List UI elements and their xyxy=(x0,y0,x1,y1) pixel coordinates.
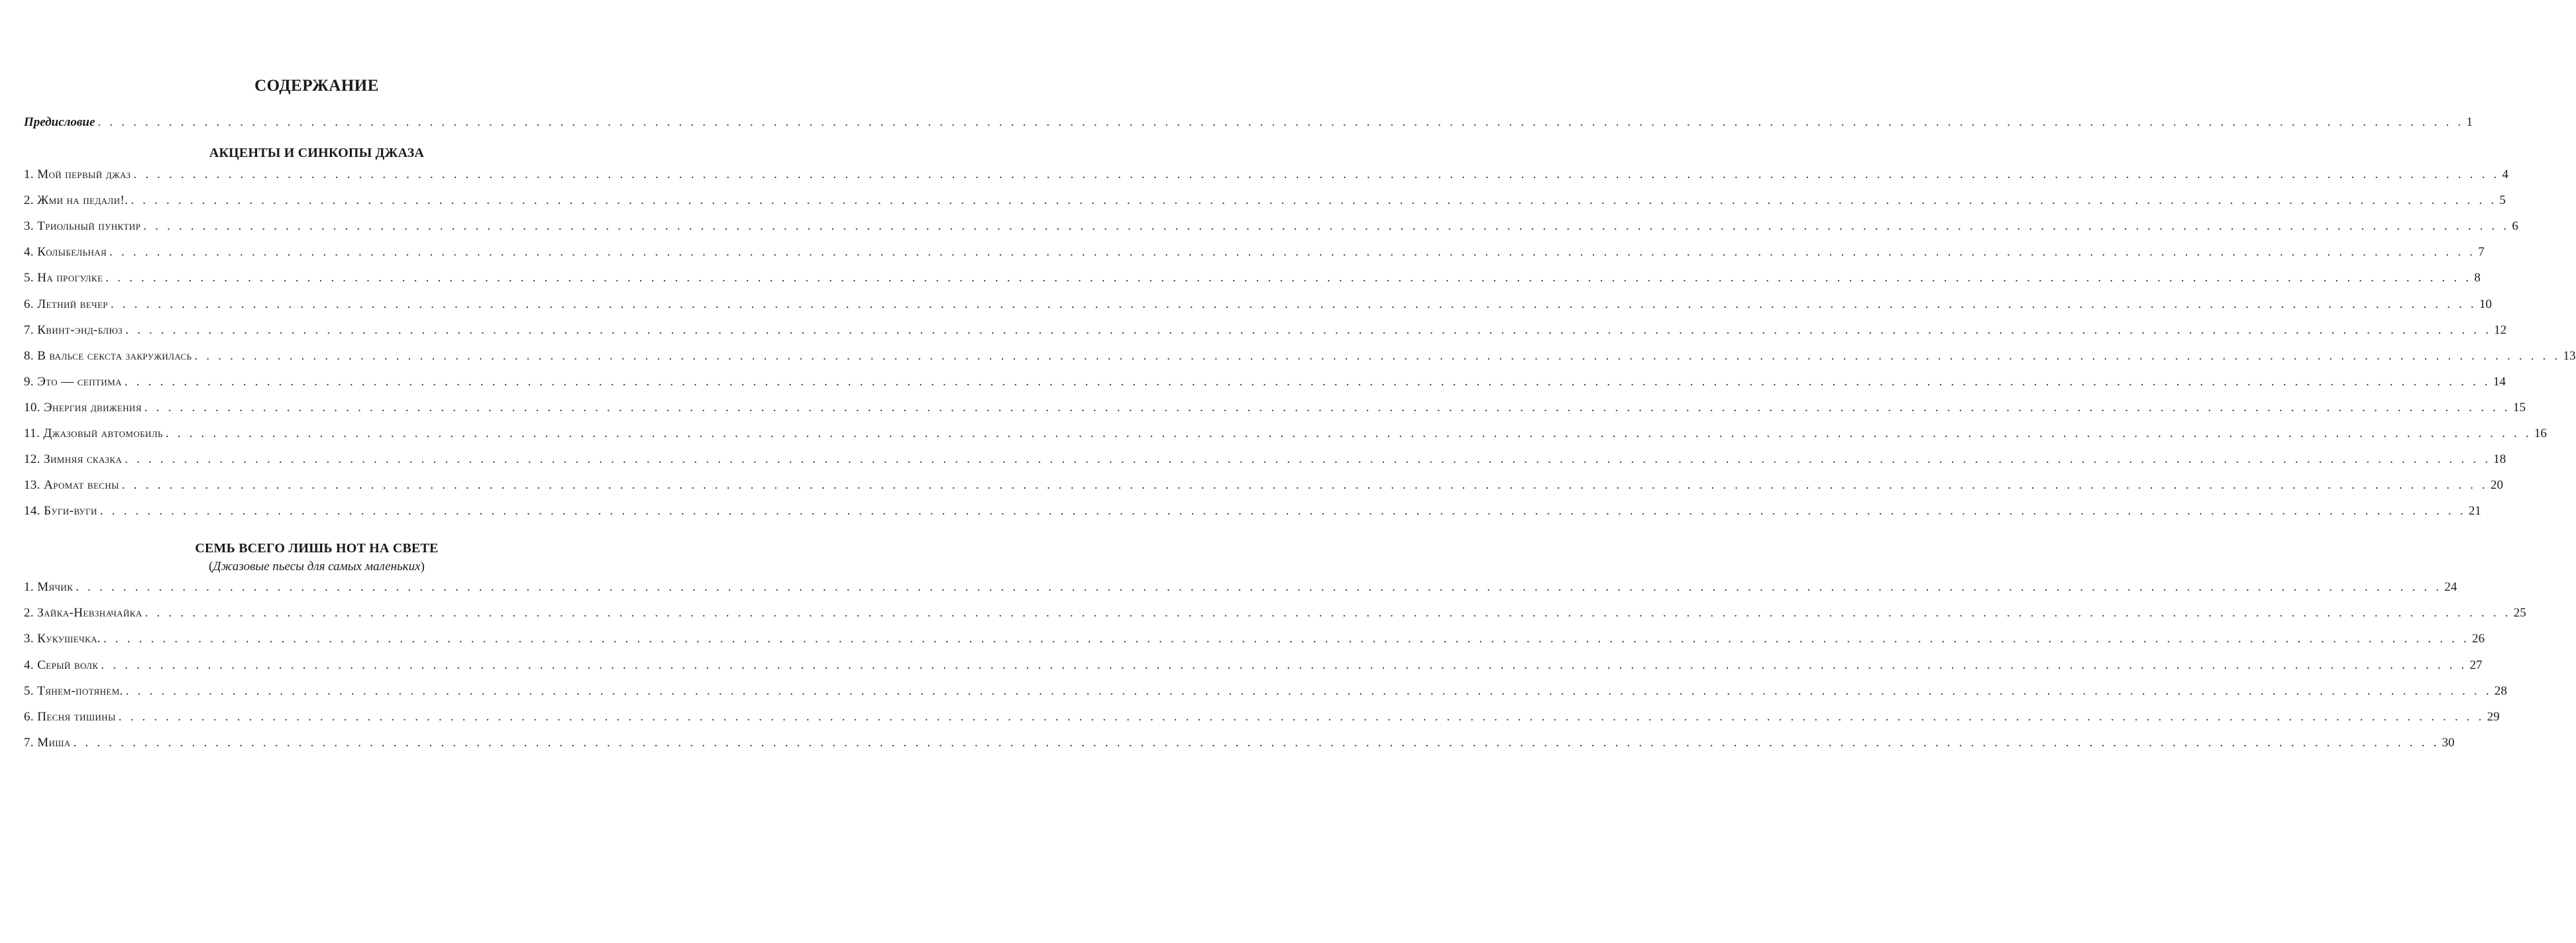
section-title: АКЦЕНТЫ И СИНКОПЫ ДЖАЗА xyxy=(209,146,425,160)
toc-entry-title: 8. В вальсе секста закружилась xyxy=(24,348,192,363)
leader-dots: . . . . . . . . . . . . . . . . . . . . . . . . . . . . . . . . . . . . . . . . . . . . . . . . . . . . . . . . . . . . . . . . . . . . . . . . . . . . . . . . . . . . . . . . . . . . . . . . . . . . . . . . . . . . . . . . . . . . . . . . . . . . . . . . . . . . . . . . . . . . . . . . . . . . . . . . . . . . . . . . . . . . . . . . . . . . . . . . . . . . . . . . . . . . . . . . . . . . . . . . xyxy=(125,683,2492,698)
toc-entry xyxy=(24,399,2526,417)
toc-entry-title: 11. Джазовый автомобиль xyxy=(24,426,163,440)
toc-entry-page: 20 xyxy=(2490,478,2503,493)
toc-entry xyxy=(24,166,2508,183)
toc-entry-title: 13. Аромат весны xyxy=(24,478,119,493)
toc-entry-title: 7. Квинт-энд-блюз xyxy=(24,323,123,337)
toc-entry xyxy=(24,709,2500,726)
toc-entry xyxy=(24,192,2506,209)
toc-entry-page: 1 xyxy=(2466,115,2473,129)
toc-entry xyxy=(24,477,2503,494)
leader-dots: . . . . . . . . . . . . . . . . . . . . . . . . . . . . . . . . . . . . . . . . . . . . . . . . . . . . . . . . . . . . . . . . . . . . . . . . . . . . . . . . . . . . . . . . . . . . . . . . . . . . . . . . . . . . . . . . . . . . . . . . . . . . . . . . . . . . . . . . . . . . . . . . . . . . . . . . . . . . . . . . . . . . . . . . . . . . . . . . . . . . . . . . . . . . . . . . . . . . . . . . xyxy=(103,632,2470,646)
page-title: СОДЕРЖАНИЕ xyxy=(254,77,379,95)
leader-dots: . . . . . . . . . . . . . . . . . . . . . . . . . . . . . . . . . . . . . . . . . . . . . . . . . . . . . . . . . . . . . . . . . . . . . . . . . . . . . . . . . . . . . . . . . . . . . . . . . . . . . . . . . . . . . . . . . . . . . . . . . . . . . . . . . . . . . . . . . . . . . . . . . . . . . . . . . . . . . . . . . . . . . . . . . . . . . . . . . . . . . . . . . . . . . . . . . . . . . . . . xyxy=(133,168,2500,181)
toc-entry-title: 1. Мой первый джаз xyxy=(24,168,131,181)
toc-entry-title: 5. Тянем-потянем. xyxy=(24,683,123,698)
toc-entry-page: 14 xyxy=(2493,374,2506,389)
toc-entry-page: 8 xyxy=(2474,271,2481,285)
toc-entry-page: 4 xyxy=(2502,168,2508,181)
toc-entry-title: 10. Энергия движения xyxy=(24,400,142,415)
toc-entry xyxy=(24,322,2507,339)
leader-dots: . . . . . . . . . . . . . . . . . . . . . . . . . . . . . . . . . . . . . . . . . . . . . . . . . . . . . . . . . . . . . . . . . . . . . . . . . . . . . . . . . . . . . . . . . . . . . . . . . . . . . . . . . . . . . . . . . . . . . . . . . . . . . . . . . . . . . . . . . . . . . . . . . . . . . . . . . . . . . . . . . . . . . . . . . . . . . . . . . . . . . . . . . . . . . . . . . . . . . . . . xyxy=(125,452,2491,467)
toc-entry xyxy=(24,683,2507,700)
subtitle-text: Джазовые пьесы для самых маленьких xyxy=(213,560,421,573)
toc-entry-page: 5 xyxy=(2499,193,2506,208)
leader-dots: . . . . . . . . . . . . . . . . . . . . . . . . . . . . . . . . . . . . . . . . . . . . . . . . . . . . . . . . . . . . . . . . . . . . . . . . . . . . . . . . . . . . . . . . . . . . . . . . . . . . . . . . . . . . . . . . . . . . . . . . . . . . . . . . . . . . . . . . . . . . . . . . . . . . . . . . . . . . . . . . . . . . . . . . . . . . . . . . . . . . . . . . . . . . . . . . . . . . . . . . xyxy=(109,245,2476,260)
leader-dots: . . . . . . . . . . . . . . . . . . . . . . . . . . . . . . . . . . . . . . . . . . . . . . . . . . . . . . . . . . . . . . . . . . . . . . . . . . . . . . . . . . . . . . . . . . . . . . . . . . . . . . . . . . . . . . . . . . . . . . . . . . . . . . . . . . . . . . . . . . . . . . . . . . . . . . . . . . . . . . . . . . . . . . . . . . . . . . . . . . . . . . . . . . . . . . . . . . . . . . . . xyxy=(125,323,2492,337)
section-title: СЕМЬ ВСЕГО ЛИШЬ НОТ НА СВЕТЕ xyxy=(195,541,439,556)
leader-dots: . . . . . . . . . . . . . . . . . . . . . . . . . . . . . . . . . . . . . . . . . . . . . . . . . . . . . . . . . . . . . . . . . . . . . . . . . . . . . . . . . . . . . . . . . . . . . . . . . . . . . . . . . . . . . . . . . . . . . . . . . . . . . . . . . . . . . . . . . . . . . . . . . . . . . . . . . . . . . . . . . . . . . . . . . . . . . . . . . . . . . . . . . . . . . . . . . . . . . . . . xyxy=(143,219,2510,234)
toc-entry-title: 6. Песня тишины xyxy=(24,710,116,724)
toc-entry xyxy=(24,244,2485,261)
toc-entry xyxy=(24,657,2483,674)
leader-dots: . . . . . . . . . . . . . . . . . . . . . . . . . . . . . . . . . . . . . . . . . . . . . . . . . . . . . . . . . . . . . . . . . . . . . . . . . . . . . . . . . . . . . . . . . . . . . . . . . . . . . . . . . . . . . . . . . . . . . . . . . . . . . . . . . . . . . . . . . . . . . . . . . . . . . . . . . . . . . . . . . . . . . . . . . . . . . . . . . . . . . . . . . . . . . . . . . . . . . . . . xyxy=(110,297,2477,311)
toc-entry xyxy=(24,270,2481,287)
toc-entry-page: 18 xyxy=(2493,452,2506,467)
leader-dots: . . . . . . . . . . . . . . . . . . . . . . . . . . . . . . . . . . . . . . . . . . . . . . . . . . . . . . . . . . . . . . . . . . . . . . . . . . . . . . . . . . . . . . . . . . . . . . . . . . . . . . . . . . . . . . . . . . . . . . . . . . . . . . . . . . . . . . . . . . . . . . . . . . . . . . . . . . . . . . . . . . . . . . . . . . . . . . . . . . . . . . . . . . . . . . . . . . . . . . . . xyxy=(105,271,2472,285)
toc-entry-page: 27 xyxy=(2469,658,2483,672)
leader-dots: . . . . . . . . . . . . . . . . . . . . . . . . . . . . . . . . . . . . . . . . . . . . . . . . . . . . . . . . . . . . . . . . . . . . . . . . . . . . . . . . . . . . . . . . . . . . . . . . . . . . . . . . . . . . . . . . . . . . . . . . . . . . . . . . . . . . . . . . . . . . . . . . . . . . . . . . . . . . . . . . . . . . . . . . . . . . . . . . . . . . . . . . . . . . . . . . . . . . . . . . xyxy=(131,193,2497,208)
subtitle-open-paren: ( xyxy=(209,560,213,573)
leader-dots: . . . . . . . . . . . . . . . . . . . . . . . . . . . . . . . . . . . . . . . . . . . . . . . . . . . . . . . . . . . . . . . . . . . . . . . . . . . . . . . . . . . . . . . . . . . . . . . . . . . . . . . . . . . . . . . . . . . . . . . . . . . . . . . . . . . . . . . . . . . . . . . . . . . . . . . . . . . . . . . . . . . . . . . . . . . . . . . . . . . . . . . . . . . . . . . . . . . . . . . . xyxy=(73,736,2440,750)
subtitle-close-paren: ) xyxy=(420,560,425,573)
toc-entry-title: 14. Буги-вуги xyxy=(24,504,97,519)
toc-entry-page: 16 xyxy=(2534,426,2547,440)
toc-entry xyxy=(24,218,2518,235)
toc-entry-title: Предисловие xyxy=(24,115,95,129)
leader-dots: . . . . . . . . . . . . . . . . . . . . . . . . . . . . . . . . . . . . . . . . . . . . . . . . . . . . . . . . . . . . . . . . . . . . . . . . . . . . . . . . . . . . . . . . . . . . . . . . . . . . . . . . . . . . . . . . . . . . . . . . . . . . . . . . . . . . . . . . . . . . . . . . . . . . . . . . . . . . . . . . . . . . . . . . . . . . . . . . . . . . . . . . . . . . . . . . . . . . . . . . xyxy=(124,374,2491,389)
toc-entry-page: 6 xyxy=(2512,219,2518,234)
toc-entry-title: 4. Серый волк xyxy=(24,658,99,672)
leader-dots: . . . . . . . . . . . . . . . . . . . . . . . . . . . . . . . . . . . . . . . . . . . . . . . . . . . . . . . . . . . . . . . . . . . . . . . . . . . . . . . . . . . . . . . . . . . . . . . . . . . . . . . . . . . . . . . . . . . . . . . . . . . . . . . . . . . . . . . . . . . . . . . . . . . . . . . . . . . . . . . . . . . . . . . . . . . . . . . . . . . . . . . . . . . . . . . . . . . . . . . . xyxy=(101,658,2467,672)
toc-entry-title: 5. На прогулке xyxy=(24,271,103,285)
toc-entry-preface xyxy=(24,114,2473,131)
toc-entry-title: 1. Мячик xyxy=(24,580,74,594)
toc-entry xyxy=(24,425,2547,442)
toc-entry-page: 21 xyxy=(2468,504,2481,519)
leader-dots: . . . . . . . . . . . . . . . . . . . . . . . . . . . . . . . . . . . . . . . . . . . . . . . . . . . . . . . . . . . . . . . . . . . . . . . . . . . . . . . . . . . . . . . . . . . . . . . . . . . . . . . . . . . . . . . . . . . . . . . . . . . . . . . . . . . . . . . . . . . . . . . . . . . . . . . . . . . . . . . . . . . . . . . . . . . . . . . . . . . . . . . . . . . . . . . . . . . . . . . . xyxy=(99,504,2466,519)
toc-entry-page: 28 xyxy=(2494,683,2507,698)
toc-entry xyxy=(24,296,2492,313)
toc-entry-title: 2. Зайка-Невзначайка xyxy=(24,606,142,620)
toc-entry-page: 26 xyxy=(2472,632,2485,646)
leader-dots: . . . . . . . . . . . . . . . . . . . . . . . . . . . . . . . . . . . . . . . . . . . . . . . . . . . . . . . . . . . . . . . . . . . . . . . . . . . . . . . . . . . . . . . . . . . . . . . . . . . . . . . . . . . . . . . . . . . . . . . . . . . . . . . . . . . . . . . . . . . . . . . . . . . . . . . . . . . . . . . . . . . . . . . . . . . . . . . . . . . . . . . . . . . . . . . . . . . . . . . . xyxy=(118,710,2485,724)
toc-entry-title: 3. Кукушечка. xyxy=(24,632,101,646)
toc-entry xyxy=(24,630,2485,648)
toc-entry xyxy=(24,579,2457,596)
leader-dots: . . . . . . . . . . . . . . . . . . . . . . . . . . . . . . . . . . . . . . . . . . . . . . . . . . . . . . . . . . . . . . . . . . . . . . . . . . . . . . . . . . . . . . . . . . . . . . . . . . . . . . . . . . . . . . . . . . . . . . . . . . . . . . . . . . . . . . . . . . . . . . . . . . . . . . . . . . . . . . . . . . . . . . . . . . . . . . . . . . . . . . . . . . . . . . . . . . . . . . . . xyxy=(165,426,2532,440)
toc-entry-title: 2. Жми на педали!. xyxy=(24,193,129,208)
leader-dots: . . . . . . . . . . . . . . . . . . . . . . . . . . . . . . . . . . . . . . . . . . . . . . . . . . . . . . . . . . . . . . . . . . . . . . . . . . . . . . . . . . . . . . . . . . . . . . . . . . . . . . . . . . . . . . . . . . . . . . . . . . . . . . . . . . . . . . . . . . . . . . . . . . . . . . . . . . . . . . . . . . . . . . . . . . . . . . . . . . . . . . . . . . . . . . . . . . . . . . . . xyxy=(144,400,2510,415)
toc-entry-page: 15 xyxy=(2512,400,2526,415)
toc-entry-title: 12. Зимняя сказка xyxy=(24,452,123,467)
leader-dots: . . . . . . . . . . . . . . . . . . . . . . . . . . . . . . . . . . . . . . . . . . . . . . . . . . . . . . . . . . . . . . . . . . . . . . . . . . . . . . . . . . . . . . . . . . . . . . . . . . . . . . . . . . . . . . . . . . . . . . . . . . . . . . . . . . . . . . . . . . . . . . . . . . . . . . . . . . . . . . . . . . . . . . . . . . . . . . . . . . . . . . . . . . . . . . . . . . . . . . . . xyxy=(121,478,2488,493)
toc-entry-title: 3. Триольный пунктир xyxy=(24,219,141,234)
toc-entry-page: 13 xyxy=(2563,348,2576,363)
toc-entry xyxy=(24,451,2506,468)
toc-entry-page: 7 xyxy=(2478,245,2485,260)
toc-entry xyxy=(24,503,2481,520)
toc-entry-title: 7. Миша xyxy=(24,736,71,750)
toc-entry-page: 25 xyxy=(2513,606,2526,620)
toc-entry-page: 10 xyxy=(2479,297,2492,311)
toc-entry xyxy=(24,734,2455,752)
toc-entry-title: 6. Летний вечер xyxy=(24,297,108,311)
toc-entry-page: 29 xyxy=(2487,710,2500,724)
toc-entry xyxy=(24,373,2506,391)
toc-entry xyxy=(24,605,2526,622)
leader-dots: . . . . . . . . . . . . . . . . . . . . . . . . . . . . . . . . . . . . . . . . . . . . . . . . . . . . . . . . . . . . . . . . . . . . . . . . . . . . . . . . . . . . . . . . . . . . . . . . . . . . . . . . . . . . . . . . . . . . . . . . . . . . . . . . . . . . . . . . . . . . . . . . . . . . . . . . . . . . . . . . . . . . . . . . . . . . . . . . . . . . . . . . . . . . . . . . . . . . . . . . xyxy=(76,580,2442,594)
toc-entry xyxy=(24,348,2576,365)
leader-dots: . . . . . . . . . . . . . . . . . . . . . . . . . . . . . . . . . . . . . . . . . . . . . . . . . . . . . . . . . . . . . . . . . . . . . . . . . . . . . . . . . . . . . . . . . . . . . . . . . . . . . . . . . . . . . . . . . . . . . . . . . . . . . . . . . . . . . . . . . . . . . . . . . . . . . . . . . . . . . . . . . . . . . . . . . . . . . . . . . . . . . . . . . . . . . . . . . . . . . . . . xyxy=(97,115,2464,129)
leader-dots: . . . . . . . . . . . . . . . . . . . . . . . . . . . . . . . . . . . . . . . . . . . . . . . . . . . . . . . . . . . . . . . . . . . . . . . . . . . . . . . . . . . . . . . . . . . . . . . . . . . . . . . . . . . . . . . . . . . . . . . . . . . . . . . . . . . . . . . . . . . . . . . . . . . . . . . . . . . . . . . . . . . . . . . . . . . . . . . . . . . . . . . . . . . . . . . . . . . . . . . . xyxy=(144,606,2511,620)
toc-entry-page: 24 xyxy=(2444,580,2457,594)
toc-entry-title: 9. Это — септима xyxy=(24,374,122,389)
section-subtitle xyxy=(0,560,633,574)
toc-entry-page: 30 xyxy=(2442,736,2455,750)
leader-dots: . . . . . . . . . . . . . . . . . . . . . . . . . . . . . . . . . . . . . . . . . . . . . . . . . . . . . . . . . . . . . . . . . . . . . . . . . . . . . . . . . . . . . . . . . . . . . . . . . . . . . . . . . . . . . . . . . . . . . . . . . . . . . . . . . . . . . . . . . . . . . . . . . . . . . . . . . . . . . . . . . . . . . . . . . . . . . . . . . . . . . . . . . . . . . . . . . . . . . . . . xyxy=(194,348,2561,363)
toc-entry-page: 12 xyxy=(2494,323,2507,337)
toc-entry-title: 4. Колыбельная xyxy=(24,245,107,260)
